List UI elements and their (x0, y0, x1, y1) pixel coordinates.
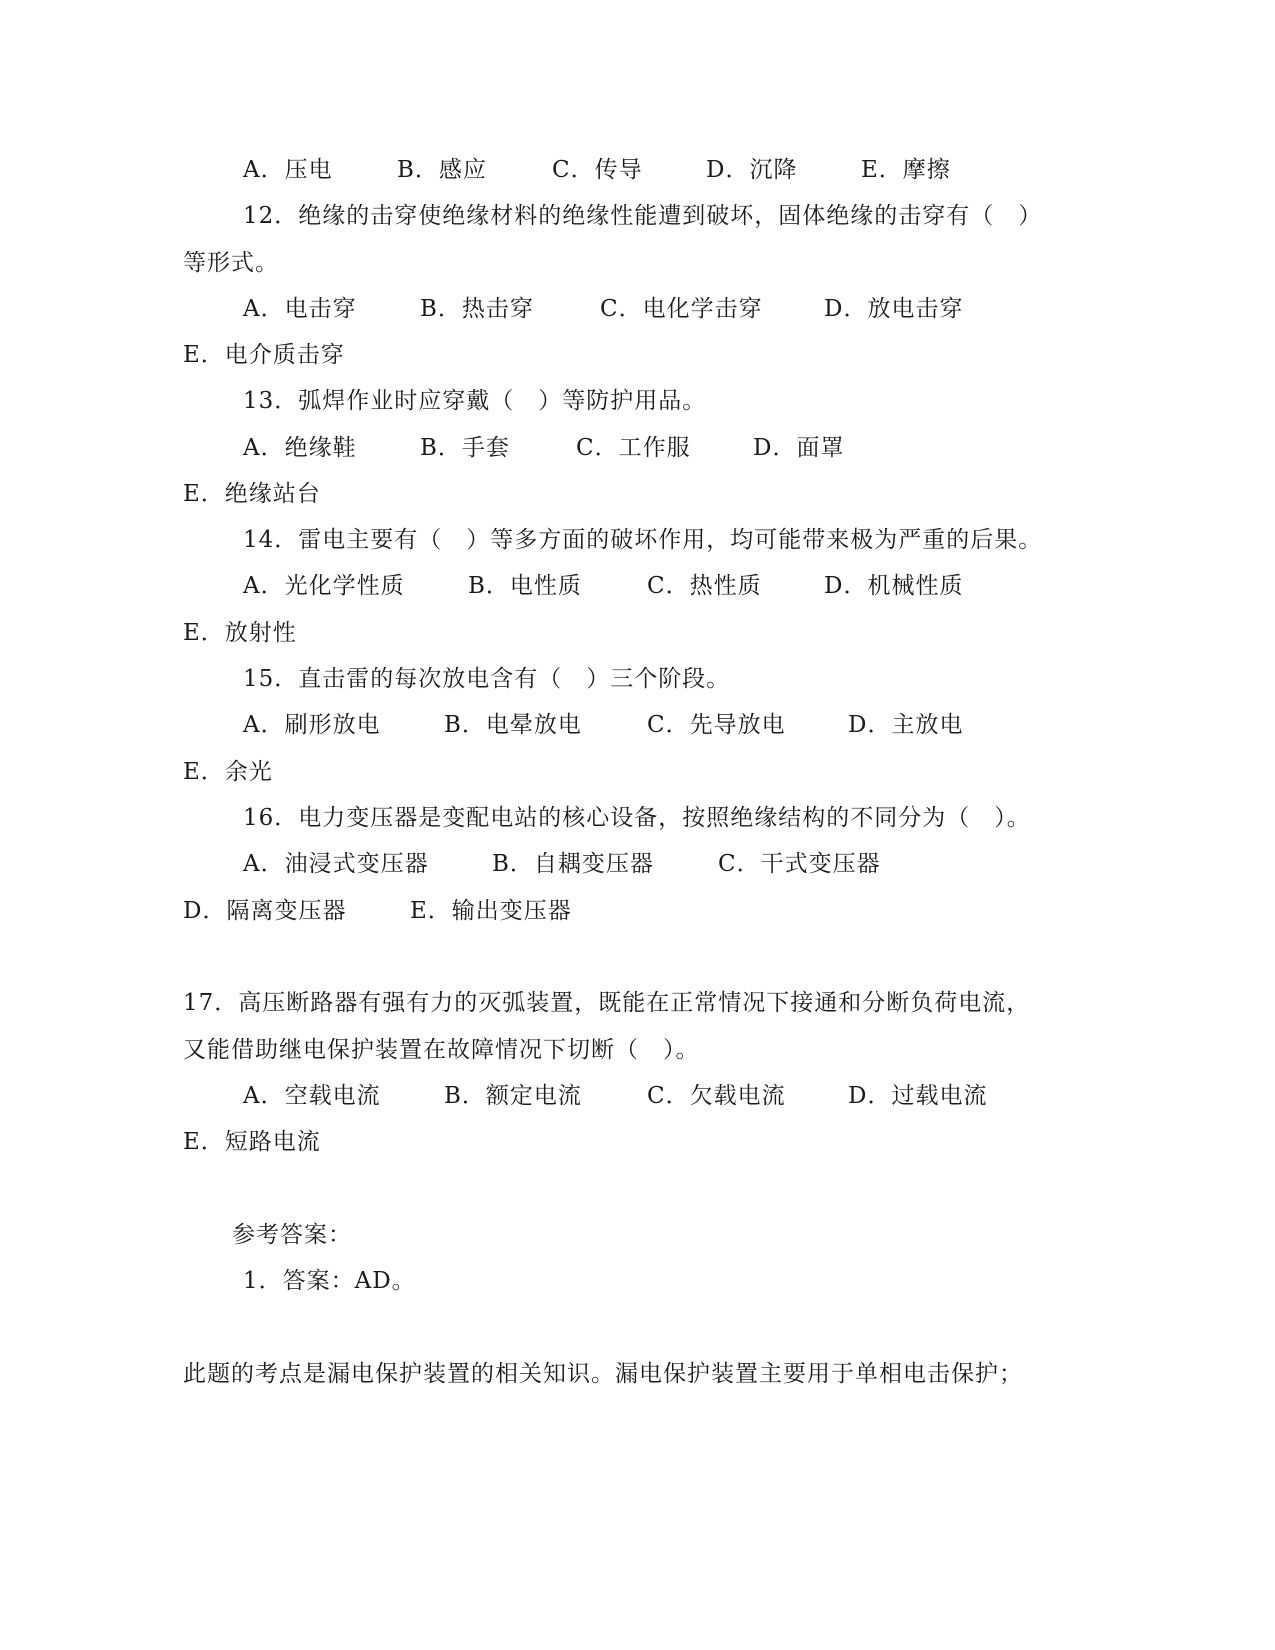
q11-option-e: E．摩擦 (861, 157, 951, 183)
answer-1: 1．答案：AD。 (243, 1268, 416, 1294)
q16-option-a: A．油浸式变压器 (243, 851, 429, 877)
q11-option-d: D．沉降 (706, 157, 798, 183)
q12-option-a: A．电击穿 (243, 296, 357, 322)
q15-option-a: A．刷形放电 (243, 712, 381, 738)
q15-option-c: C．先导放电 (647, 712, 786, 738)
q12-stem-line2: 等形式。 (183, 250, 279, 276)
q17-stem-line2: 又能借助继电保护装置在故障情况下切断（ ）。 (183, 1037, 700, 1063)
q16-option-b: B．自耦变压器 (492, 851, 654, 877)
q15-option-e: E．余光 (183, 759, 273, 785)
q17-option-a: A．空载电流 (243, 1083, 381, 1109)
q11-option-c: C．传导 (552, 157, 643, 183)
q15-option-d: D．主放电 (848, 712, 964, 738)
q12-option-e: E．电介质击穿 (183, 342, 345, 368)
q13-option-d: D．面罩 (753, 435, 845, 461)
q16-option-e: E．输出变压器 (410, 898, 572, 924)
q12-option-b: B．热击穿 (420, 296, 534, 322)
q17-option-c: C．欠载电流 (647, 1083, 786, 1109)
q12-stem-line1: 12．绝缘的击穿使绝缘材料的绝缘性能遭到破坏，固体绝缘的击穿有（ ） (243, 203, 1043, 229)
q13-option-a: A．绝缘鞋 (243, 435, 357, 461)
q17-option-e: E．短路电流 (183, 1129, 321, 1155)
q17-stem-line1: 17．高压断路器有强有力的灭弧装置，既能在正常情况下接通和分断负荷电流， (183, 990, 1031, 1016)
q15-option-b: B．电晕放电 (444, 712, 582, 738)
answers-heading: 参考答案： (232, 1222, 352, 1248)
q13-option-b: B．手套 (420, 435, 510, 461)
q14-option-c: C．热性质 (647, 573, 762, 599)
q13-option-c: C．工作服 (576, 435, 691, 461)
q14-option-d: D．机械性质 (824, 573, 964, 599)
q16-option-c: C．干式变压器 (718, 851, 881, 877)
q11-option-b: B．感应 (397, 157, 487, 183)
q14-option-a: A．光化学性质 (243, 573, 405, 599)
answer-explanation: 此题的考点是漏电保护装置的相关知识。漏电保护装置主要用于单相电击保护； (183, 1361, 1023, 1387)
q13-option-e: E．绝缘站台 (183, 481, 321, 507)
q12-option-c: C．电化学击穿 (600, 296, 763, 322)
q16-option-d: D．隔离变压器 (183, 898, 347, 924)
q17-option-b: B．额定电流 (444, 1083, 582, 1109)
q14-option-b: B．电性质 (468, 573, 582, 599)
q14-stem: 14．雷电主要有（ ）等多方面的破坏作用，均可能带来极为严重的后果。 (243, 527, 1043, 553)
q13-stem: 13．弧焊作业时应穿戴（ ）等防护用品。 (243, 388, 707, 414)
q11-option-a: A．压电 (243, 157, 333, 183)
q14-option-e: E．放射性 (183, 620, 297, 646)
q15-stem: 15．直击雷的每次放电含有（ ）三个阶段。 (243, 666, 731, 692)
q12-option-d: D．放电击穿 (824, 296, 964, 322)
q16-stem: 16．电力变压器是变配电站的核心设备，按照绝缘结构的不同分为（ ）。 (243, 805, 1031, 831)
q17-option-d: D．过载电流 (848, 1083, 988, 1109)
